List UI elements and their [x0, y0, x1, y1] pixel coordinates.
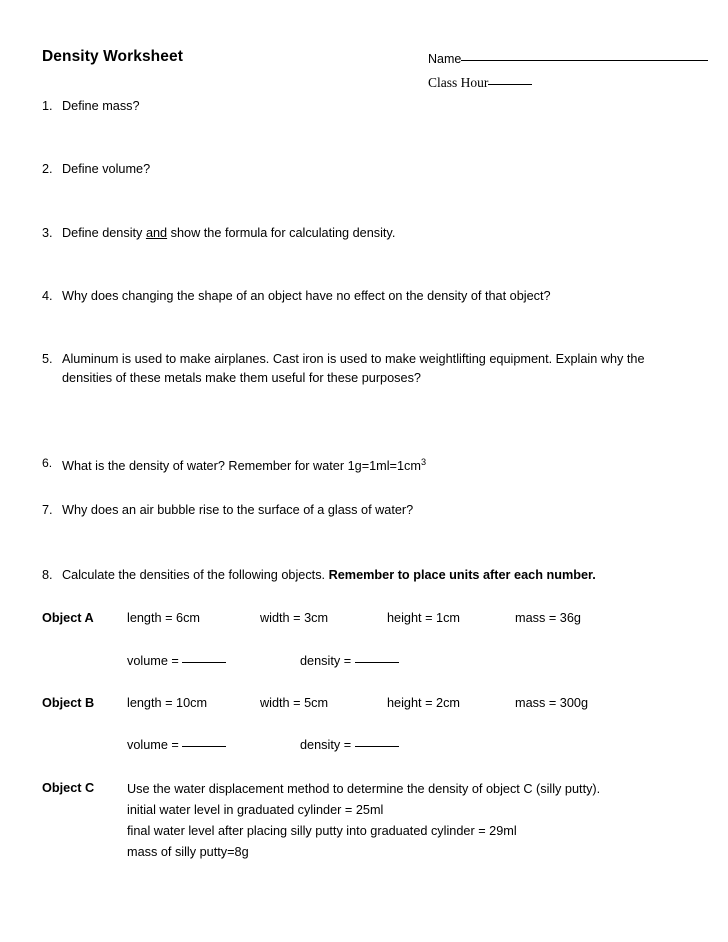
- question-8-text-before: Calculate the densities of the following objects.: [62, 568, 329, 582]
- question-6-number: 6.: [42, 456, 53, 470]
- question-2: [42, 160, 150, 179]
- question-8-number: 8.: [42, 568, 53, 582]
- question-6-superscript: 3: [420, 456, 427, 467]
- object-b-length: length = 10cm: [127, 696, 208, 710]
- question-3-text-before: Define density: [62, 226, 146, 240]
- question-8: [42, 566, 696, 585]
- question-2-number: 2.: [42, 162, 53, 176]
- question-8-text: [62, 566, 696, 585]
- object-a-density-label: density =: [300, 654, 355, 668]
- name-blank-rule[interactable]: [461, 60, 708, 61]
- class-hour-field-line: [428, 75, 532, 91]
- object-c-line-3: final water level after placing silly putty into graduated cylinder = 29ml: [127, 824, 517, 838]
- question-3-text: [62, 224, 395, 243]
- object-c-line-4: mass of silly putty=8g: [127, 845, 249, 859]
- question-4-text: Why does changing the shape of an object have no effect on the density of that object?: [62, 289, 551, 303]
- object-b-volume-field: [127, 736, 226, 755]
- question-4-number: 4.: [42, 289, 53, 303]
- question-5-text: Aluminum is used to make airplanes. Cast iron is used to make weightlifting equipment. Explain why the densities of these metals make them useful for these purposes?: [62, 352, 645, 385]
- object-b-density-blank[interactable]: [355, 746, 399, 747]
- question-3-underlined-word: and: [145, 226, 168, 240]
- object-c-line-1: Use the water displacement method to determine the density of object C (silly putty).: [127, 782, 601, 796]
- question-3-text-after: show the formula for calculating density.: [167, 226, 396, 240]
- class-hour-blank-rule[interactable]: [488, 84, 532, 85]
- object-b-density-label: density =: [300, 738, 355, 752]
- question-1-number: 1.: [42, 99, 53, 113]
- object-a-mass: mass = 36g: [515, 611, 581, 625]
- question-5-number: 5.: [42, 352, 53, 366]
- question-2-text: Define volume?: [62, 162, 151, 176]
- object-a-volume-field: [127, 652, 226, 671]
- question-7-text: Why does an air bubble rise to the surface of a glass of water?: [62, 503, 414, 517]
- object-a-length: length = 6cm: [127, 611, 200, 625]
- object-c-line-2: initial water level in graduated cylinder = 25ml: [127, 803, 384, 817]
- question-6: [42, 457, 426, 476]
- object-b-width: width = 5cm: [260, 696, 329, 710]
- object-c-description: [127, 779, 600, 863]
- question-8-bold-note: Remember to place units after each number.: [328, 568, 596, 582]
- question-5: [42, 350, 696, 388]
- question-6-text: [62, 457, 426, 476]
- question-7-number: 7.: [42, 503, 53, 517]
- object-a-density-blank[interactable]: [355, 662, 399, 663]
- question-1: [42, 97, 140, 116]
- object-b-label: Object B: [42, 696, 95, 710]
- question-1-text: Define mass?: [62, 99, 140, 113]
- question-7: [42, 501, 413, 520]
- object-b-mass: mass = 300g: [515, 696, 588, 710]
- name-label: Name: [428, 52, 462, 66]
- object-a-volume-label: volume =: [127, 654, 183, 668]
- class-hour-label: Class Hour: [428, 75, 489, 90]
- object-b-height: height = 2cm: [387, 696, 460, 710]
- object-b-density-field: [300, 736, 399, 755]
- question-6-text-before: What is the density of water? Remember for water 1g=1ml=1cm: [62, 459, 421, 473]
- object-a-volume-blank[interactable]: [182, 662, 226, 663]
- object-a-label: Object A: [42, 611, 94, 625]
- object-a-width: width = 3cm: [260, 611, 329, 625]
- object-a-density-field: [300, 652, 399, 671]
- page-title: Density Worksheet: [42, 48, 183, 65]
- question-3: [42, 224, 395, 243]
- object-b-volume-label: volume =: [127, 738, 183, 752]
- object-b-volume-blank[interactable]: [182, 746, 226, 747]
- object-c-label: Object C: [42, 781, 95, 795]
- name-field-line: [428, 52, 708, 66]
- question-3-number: 3.: [42, 226, 53, 240]
- question-4: [42, 287, 696, 306]
- object-a-height: height = 1cm: [387, 611, 460, 625]
